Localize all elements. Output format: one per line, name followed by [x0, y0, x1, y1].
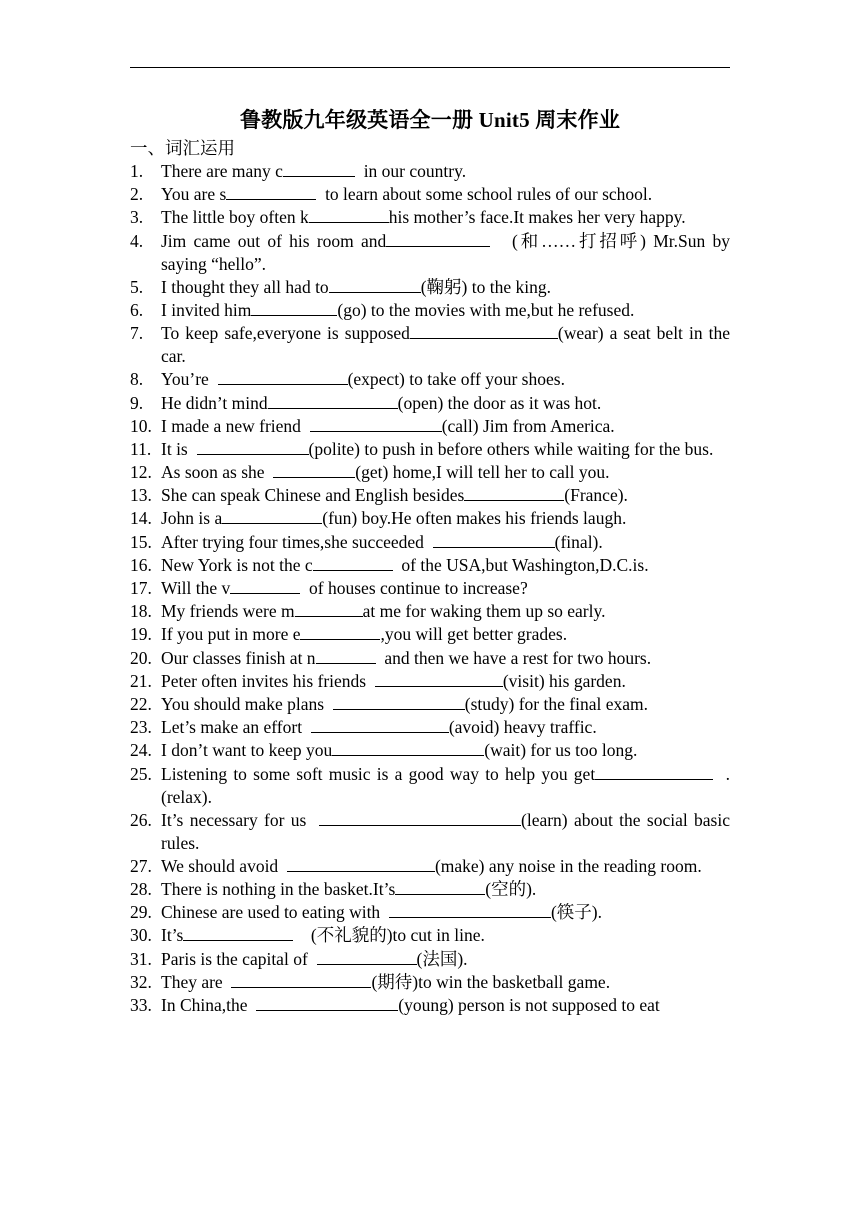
exercise-item: [130, 763, 730, 809]
item-number: 33.: [130, 995, 152, 1015]
exercise-item: [130, 600, 730, 623]
item-text: Listening to some soft music is a good way to help you get .(relax).: [161, 763, 730, 807]
answer-blank[interactable]: [317, 949, 417, 965]
item-text: I made a new friend (call) Jim from America.: [161, 415, 615, 436]
exercise-item: [130, 809, 735, 855]
item-number: 13.: [130, 485, 152, 506]
answer-blank[interactable]: [309, 207, 389, 223]
item-number: 3.: [130, 207, 144, 228]
item-text: You are s to learn about some school rules of our school.: [161, 184, 653, 205]
answer-blank[interactable]: [183, 925, 293, 941]
item-text: There are many c in our country.: [161, 161, 467, 181]
answer-blank[interactable]: [295, 601, 363, 617]
item-number: 31.: [130, 948, 152, 969]
exercise-item: [130, 924, 730, 947]
exercise-item: [130, 855, 730, 878]
item-text: I thought they all had to (鞠躬) to the king.: [161, 276, 551, 297]
exercise-item: [130, 230, 735, 276]
exercise-item: [130, 299, 730, 322]
item-text: Will the v of houses continue to increase?: [161, 578, 528, 598]
item-number: 2.: [130, 184, 144, 205]
answer-blank[interactable]: [226, 184, 316, 200]
answer-blank[interactable]: [332, 740, 484, 756]
item-text: After trying four times,she succeeded (final).: [161, 531, 603, 552]
item-number: 5.: [130, 276, 144, 297]
section-heading: 一、词汇运用: [130, 138, 235, 158]
item-number: 9.: [130, 392, 144, 413]
exercise-item: [130, 415, 730, 438]
answer-blank[interactable]: [231, 972, 371, 988]
item-text: John is a (fun) boy.He often makes his friends laugh.: [161, 508, 627, 529]
item-text: Chinese are used to eating with (筷子).: [161, 902, 602, 923]
item-text: The little boy often k his mother’s face.It makes her very happy.: [161, 207, 686, 228]
item-number: 27.: [130, 855, 152, 876]
item-number: 32.: [130, 971, 152, 992]
item-text: Our classes finish at n and then we have a rest for two hours.: [161, 647, 652, 668]
item-number: 26.: [130, 809, 152, 830]
answer-blank[interactable]: [386, 231, 490, 247]
item-text: Jim came out of his room and (和……打招呼) Mr.Sun by saying “hello”.: [161, 230, 735, 274]
item-number: 8.: [130, 369, 144, 390]
answer-blank[interactable]: [197, 439, 309, 455]
item-number: 22.: [130, 693, 152, 714]
answer-blank[interactable]: [222, 508, 322, 524]
item-text: I don’t want to keep you (wait) for us too long.: [161, 740, 638, 761]
item-number: 19.: [130, 624, 152, 645]
item-number: 18.: [130, 601, 152, 622]
answer-blank[interactable]: [273, 462, 355, 478]
item-number: 24.: [130, 740, 152, 761]
page-title: 鲁教版九年级英语全一册 Unit5 周末作业: [239, 108, 621, 132]
answer-blank[interactable]: [389, 902, 551, 918]
answer-blank[interactable]: [300, 624, 380, 640]
answer-blank[interactable]: [329, 277, 421, 293]
exercise-item: [130, 276, 730, 299]
exercise-item: [130, 901, 730, 924]
exercise-item: [130, 160, 730, 183]
exercise-item: [130, 623, 730, 646]
exercise-item: [130, 368, 730, 391]
item-number: 14.: [130, 508, 152, 529]
exercise-item: [130, 322, 735, 368]
answer-blank[interactable]: [251, 300, 337, 316]
answer-blank[interactable]: [375, 671, 503, 687]
header-rule: [130, 67, 730, 68]
exercise-item: [130, 878, 730, 901]
exercise-item: [130, 206, 730, 229]
exercise-item: [130, 994, 730, 1017]
item-number: 25.: [130, 763, 152, 784]
exercise-item: [130, 670, 730, 693]
answer-blank[interactable]: [319, 810, 521, 826]
exercise-item: [130, 948, 730, 971]
item-text: In China,the (young) person is not supposed to eat: [161, 995, 660, 1015]
item-text: You’re (expect) to take off your shoes.: [161, 369, 565, 390]
item-text: Peter often invites his friends (visit) his garden.: [161, 670, 626, 691]
answer-blank[interactable]: [218, 369, 348, 385]
exercise-item: [130, 739, 730, 762]
exercise-list: [130, 160, 735, 1017]
item-text: It is (polite) to push in before others while waiting for the bus.: [161, 438, 714, 459]
exercise-item: [130, 507, 730, 530]
item-text: They are (期待)to win the basketball game.: [161, 971, 611, 992]
answer-blank[interactable]: [268, 393, 398, 409]
item-number: 29.: [130, 902, 152, 923]
answer-blank[interactable]: [316, 648, 376, 664]
answer-blank[interactable]: [333, 694, 465, 710]
item-text: Let’s make an effort (avoid) heavy traffic.: [161, 717, 597, 738]
item-number: 12.: [130, 462, 152, 483]
exercise-item: [130, 484, 730, 507]
answer-blank[interactable]: [311, 717, 449, 733]
item-text: As soon as she (get) home,I will tell her to call you.: [161, 462, 610, 483]
item-number: 28.: [130, 879, 152, 900]
answer-blank[interactable]: [410, 323, 558, 339]
item-number: 21.: [130, 670, 152, 691]
exercise-item: [130, 647, 730, 670]
item-text: He didn’t mind (open) the door as it was hot.: [161, 392, 602, 413]
answer-blank[interactable]: [464, 485, 564, 501]
item-text: My friends were m at me for waking them up so early.: [161, 601, 606, 622]
exercise-item: [130, 693, 730, 716]
exercise-item: [130, 438, 730, 461]
item-text: To keep safe,everyone is supposed (wear) a seat belt in the car.: [161, 323, 735, 367]
item-text: There is nothing in the basket.It’s (空的).: [161, 879, 537, 900]
item-number: 10.: [130, 415, 152, 436]
item-text: You should make plans (study) for the final exam.: [161, 693, 648, 714]
exercise-item: [130, 392, 730, 415]
answer-blank[interactable]: [395, 879, 485, 895]
item-number: 30.: [130, 925, 152, 946]
answer-blank[interactable]: [433, 532, 555, 548]
item-number: 20.: [130, 647, 152, 668]
answer-blank[interactable]: [595, 764, 713, 780]
item-number: 17.: [130, 578, 152, 598]
item-number: 1.: [130, 161, 144, 181]
item-number: 6.: [130, 299, 144, 320]
item-text: If you put in more e ,you will get better grades.: [161, 624, 568, 645]
item-text: Paris is the capital of (法国).: [161, 948, 468, 969]
item-number: 15.: [130, 531, 152, 552]
exercise-item: [130, 577, 730, 600]
item-number: 4.: [130, 230, 144, 251]
item-text: New York is not the c of the USA,but Washington,D.C.is.: [161, 554, 649, 575]
item-number: 23.: [130, 717, 152, 738]
answer-blank[interactable]: [283, 161, 355, 177]
item-number: 7.: [130, 323, 144, 344]
exercise-item: [130, 531, 730, 554]
answer-blank[interactable]: [310, 416, 442, 432]
item-number: 11.: [130, 438, 152, 459]
exercise-item: [130, 554, 730, 577]
answer-blank[interactable]: [256, 995, 398, 1011]
item-number: 16.: [130, 554, 152, 575]
answer-blank[interactable]: [287, 856, 435, 872]
item-text: It’s (不礼貌的)to cut in line.: [161, 925, 485, 946]
exercise-item: [130, 716, 730, 739]
exercise-item: [130, 971, 730, 994]
item-text: She can speak Chinese and English besides (France).: [161, 485, 628, 506]
item-text: It’s necessary for us (learn) about the social basic rules.: [161, 809, 735, 853]
answer-blank[interactable]: [230, 578, 300, 594]
answer-blank[interactable]: [313, 555, 393, 571]
exercise-item: [130, 461, 730, 484]
exercise-item: [130, 183, 730, 206]
item-text: We should avoid (make) any noise in the reading room.: [161, 855, 702, 876]
item-text: I invited him (go) to the movies with me,but he refused.: [161, 299, 635, 320]
